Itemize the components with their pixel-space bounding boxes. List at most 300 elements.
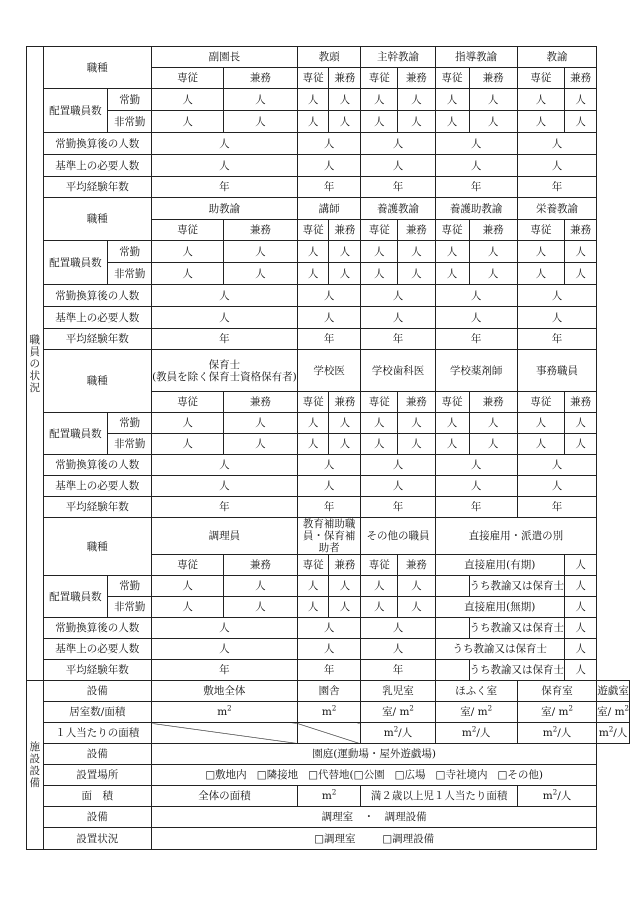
value-input[interactable]: 人 [297, 285, 361, 307]
senju-label: 専従 [152, 555, 224, 576]
value-input[interactable]: 年 [361, 497, 435, 518]
employment-row: 直接雇用(無期) [435, 597, 565, 618]
count-input[interactable]: 人 [152, 576, 224, 597]
value-input[interactable]: 人 [361, 285, 435, 307]
value-input[interactable]: 人 [297, 155, 361, 177]
unit-nin: 人 [565, 555, 597, 576]
count-input[interactable]: 人 [361, 576, 398, 597]
value-input[interactable]: 年 [152, 177, 298, 198]
count-input[interactable]: 人 [152, 434, 224, 455]
value-input[interactable]: 人 [152, 455, 298, 476]
value-input[interactable]: 年 [517, 497, 596, 518]
role-header [435, 198, 517, 220]
job-type-label: 職種 [43, 47, 152, 89]
value-input[interactable]: 人 [435, 476, 517, 497]
parttime-label: 非常勤 [108, 597, 152, 618]
per-person-label: １人当たりの面積 [43, 723, 152, 744]
unit-m2: m [598, 727, 609, 739]
kenmu-label: 兼務 [469, 68, 517, 89]
value-input[interactable]: 人 [435, 155, 517, 177]
role-name: 講師 [318, 202, 340, 215]
count-input[interactable]: 人 [152, 241, 224, 263]
job-type-label: 職種 [43, 518, 152, 576]
value-input[interactable]: 人 [517, 476, 596, 497]
per-person-unit: /人 [398, 727, 413, 739]
value-input[interactable]: 人 [361, 639, 435, 660]
required-label: 基準上の必要人数 [43, 639, 152, 660]
indent [435, 618, 469, 639]
per-person-input[interactable] [517, 723, 596, 744]
role-name: 養護助教諭 [449, 202, 503, 215]
value-input[interactable]: 年 [152, 497, 298, 518]
kitchen-label: 調理室 ・ 調理設備 [152, 807, 597, 828]
count-input[interactable]: 人 [224, 434, 298, 455]
count-input[interactable]: 人 [517, 434, 564, 455]
count-input[interactable]: 人 [152, 597, 224, 618]
role-name: 栄養教諭 [535, 202, 578, 215]
indent [435, 660, 469, 681]
count-input[interactable]: 人 [398, 241, 435, 263]
equipment-label: 設備 [43, 807, 152, 828]
unit-sup: 2 [487, 704, 493, 713]
count-input[interactable]: 人 [398, 263, 435, 285]
section-facility-label: 施 設 設 備 [27, 681, 44, 850]
area-input[interactable] [435, 702, 517, 723]
unit-m2: m [461, 727, 472, 739]
count-input[interactable]: 人 [329, 434, 361, 455]
value-input[interactable]: 人 [361, 618, 435, 639]
per-person-unit: /人 [557, 727, 572, 739]
equipment-label: 設備 [43, 681, 152, 702]
count-input[interactable]: 人 [224, 89, 298, 111]
area-input[interactable] [297, 702, 361, 723]
count-input[interactable]: 人 [435, 263, 469, 285]
role-header [435, 47, 517, 68]
value-input[interactable]: 人 [435, 285, 517, 307]
kenmu-label: 兼務 [565, 220, 597, 241]
unit-m2: m [321, 706, 332, 718]
count-input[interactable]: 人 [361, 413, 398, 434]
count-input[interactable]: 人 [517, 263, 564, 285]
count-input[interactable]: 人 [361, 597, 398, 618]
count-input[interactable]: 人 [565, 263, 597, 285]
count-input[interactable]: 人 [297, 111, 329, 133]
role-header [152, 350, 298, 392]
count-input[interactable]: 人 [565, 89, 597, 111]
value-input[interactable]: 年 [361, 329, 435, 350]
kenmu-label: 兼務 [329, 68, 361, 89]
value-input[interactable]: 年 [435, 177, 517, 198]
count-input[interactable]: 人 [469, 241, 517, 263]
count-input[interactable]: 人 [297, 597, 329, 618]
count-input[interactable]: 人 [469, 434, 517, 455]
count-input[interactable]: 人 [297, 434, 329, 455]
area-input[interactable] [517, 702, 596, 723]
per-person-unit: /人 [613, 727, 628, 739]
senju-label: 専従 [361, 392, 398, 413]
value-input[interactable]: 人 [297, 455, 361, 476]
location-option: □その他) [497, 769, 543, 781]
unit-sup: 2 [624, 704, 629, 713]
count-input[interactable]: 人 [361, 89, 398, 111]
diagonal-cell [152, 723, 298, 744]
count-input[interactable]: 人 [435, 111, 469, 133]
value-input[interactable]: 人 [152, 618, 298, 639]
location-option: □広場 [394, 769, 426, 781]
kenmu-label: 兼務 [224, 555, 298, 576]
employment-row: 直接雇用(有期) [435, 555, 565, 576]
count-input[interactable]: 人 [297, 241, 329, 263]
required-label: 基準上の必要人数 [43, 307, 152, 329]
experience-label: 平均経験年数 [43, 660, 152, 681]
count-input[interactable]: 人 [469, 89, 517, 111]
count-input[interactable]: 人 [224, 263, 298, 285]
area-input[interactable] [597, 702, 630, 723]
senju-label: 専従 [517, 68, 564, 89]
value-input[interactable]: 年 [517, 329, 596, 350]
location-option: □敷地内 [205, 769, 247, 781]
unit-m2: m [399, 706, 410, 718]
count-input[interactable]: 人 [329, 413, 361, 434]
count-input[interactable]: 人 [398, 111, 435, 133]
kenmu-label: 兼務 [329, 555, 361, 576]
unit-sup: 2 [568, 704, 573, 713]
count-input[interactable]: 人 [152, 263, 224, 285]
count-input[interactable]: 人 [517, 111, 564, 133]
kenmu-label: 兼務 [398, 68, 435, 89]
placement-label: 配置職員数 [43, 89, 108, 133]
per-person-unit: /人 [557, 790, 572, 802]
value-input[interactable]: 年 [435, 497, 517, 518]
role-header [297, 518, 361, 555]
role-name: 教諭 [546, 51, 568, 63]
count-input[interactable]: 人 [565, 413, 597, 434]
value-input[interactable]: 年 [361, 177, 435, 198]
count-input[interactable]: 人 [329, 263, 361, 285]
value-input[interactable]: 人 [297, 476, 361, 497]
value-input[interactable]: 人 [152, 639, 298, 660]
count-input[interactable]: 人 [224, 576, 298, 597]
unit-sup: 2 [331, 704, 337, 713]
value-input[interactable]: 人 [517, 285, 596, 307]
count-input[interactable]: 人 [398, 597, 435, 618]
value-input[interactable]: 年 [297, 177, 361, 198]
role-name: 養護教諭 [376, 202, 419, 215]
total-area-label: 全体の面積 [152, 786, 298, 807]
value-input[interactable]: 人 [517, 155, 596, 177]
count-input[interactable]: 人 [361, 241, 398, 263]
count-input[interactable]: 人 [329, 576, 361, 597]
role-name: 学校歯科医 [371, 364, 425, 377]
unit-nin: 人 [565, 597, 597, 618]
required-label: 基準上の必要人数 [43, 155, 152, 177]
unit-sup: 2 [608, 725, 614, 734]
facility-column: 遊戯室 [597, 681, 630, 702]
role-name: 事務職員 [535, 364, 578, 377]
count-input[interactable]: 人 [469, 263, 517, 285]
role-header [517, 198, 596, 220]
senju-label: 専従 [297, 555, 329, 576]
facility-column: 保育室 [517, 681, 596, 702]
value-input[interactable]: 年 [517, 177, 596, 198]
location-option: □寺社境内 [435, 769, 488, 781]
value-input[interactable]: 人 [297, 618, 361, 639]
employment-row: うち教諭又は保育士 [469, 660, 565, 681]
value-input[interactable]: 人 [297, 133, 361, 155]
garden-label: 園庭(運動場・屋外遊戯場) [152, 744, 597, 765]
count-input[interactable]: 人 [565, 241, 597, 263]
senju-label: 専従 [361, 555, 398, 576]
value-input[interactable]: 人 [152, 155, 298, 177]
employment-title: 直接雇用・派遣の別 [435, 518, 597, 555]
value-input[interactable]: 人 [517, 455, 596, 476]
value-input[interactable]: 人 [297, 639, 361, 660]
unit-m2: m [217, 706, 228, 718]
count-input[interactable]: 人 [329, 241, 361, 263]
senju-label: 専従 [297, 68, 329, 89]
kenmu-label: 兼務 [565, 68, 597, 89]
role-header [361, 350, 435, 392]
role-name: 副園長 [208, 51, 241, 63]
kenmu-label: 兼務 [398, 392, 435, 413]
value-input[interactable]: 人 [152, 285, 298, 307]
value-input[interactable]: 人 [152, 307, 298, 329]
unit-nin: 人 [565, 576, 597, 597]
job-type-label: 職種 [43, 350, 152, 413]
senju-label: 専従 [435, 68, 469, 89]
unit-m2: m [542, 790, 553, 802]
unit-m2: m [383, 727, 394, 739]
experience-label: 平均経験年数 [43, 497, 152, 518]
value-input[interactable]: 人 [297, 307, 361, 329]
count-input[interactable]: 人 [329, 597, 361, 618]
area-input[interactable] [361, 702, 435, 723]
room-unit: 室/ [597, 706, 612, 718]
unit-sup: 2 [409, 704, 414, 713]
value-input[interactable]: 人 [361, 455, 435, 476]
room-unit: 室/ [382, 706, 397, 718]
fulltime-label: 常勤 [108, 89, 152, 111]
rooms-area-label: 居室数/面積 [43, 702, 152, 723]
fulltime-label: 常勤 [108, 413, 152, 434]
location-option: □隣接地 [256, 769, 299, 781]
role-name: 主幹教諭 [376, 51, 419, 63]
count-input[interactable]: 人 [398, 576, 435, 597]
count-input[interactable]: 人 [398, 434, 435, 455]
value-input[interactable]: 人 [361, 476, 435, 497]
role-header [297, 198, 361, 220]
senju-label: 専従 [517, 220, 564, 241]
room-unit: 室/ [541, 706, 556, 718]
count-input[interactable]: 人 [517, 241, 564, 263]
kenmu-label: 兼務 [398, 555, 435, 576]
value-input[interactable]: 人 [435, 307, 517, 329]
role-name: 保育士 [208, 358, 241, 371]
value-input[interactable]: 人 [152, 133, 298, 155]
unit-m2: m [542, 727, 553, 739]
value-input[interactable]: 人 [517, 133, 596, 155]
role-header [517, 47, 596, 68]
senju-label: 専従 [152, 392, 224, 413]
unit-m2: m [558, 706, 569, 718]
role-header [297, 350, 361, 392]
kenmu-label: 兼務 [329, 220, 361, 241]
value-input[interactable]: 年 [152, 329, 298, 350]
value-input[interactable]: 人 [361, 155, 435, 177]
senju-label: 専従 [297, 392, 329, 413]
fte-label: 常勤換算後の人数 [43, 133, 152, 155]
count-input[interactable]: 人 [297, 413, 329, 434]
count-input[interactable]: 人 [224, 597, 298, 618]
value-input[interactable]: 年 [297, 660, 361, 681]
count-input[interactable]: 人 [152, 413, 224, 434]
role-name: その他の職員 [366, 530, 430, 542]
diagonal-cell [297, 723, 361, 744]
senju-label: 専従 [435, 392, 469, 413]
role-name: 教頭 [318, 51, 340, 63]
employment-row: うち教諭又は保育士 [469, 576, 565, 597]
kenmu-label: 兼務 [469, 392, 517, 413]
kitchen-option: □調理設備 [382, 832, 435, 845]
role-header [297, 47, 361, 68]
equipment-label: 設備 [43, 744, 152, 765]
unit-nin: 人 [565, 618, 597, 639]
count-input[interactable]: 人 [224, 241, 298, 263]
parttime-label: 非常勤 [108, 434, 152, 455]
count-input[interactable]: 人 [435, 434, 469, 455]
count-input[interactable]: 人 [361, 434, 398, 455]
kenmu-label: 兼務 [224, 68, 298, 89]
unit-m2: m [477, 706, 488, 718]
fulltime-label: 常勤 [108, 576, 152, 597]
senju-label: 専従 [361, 68, 398, 89]
per-person-input[interactable] [435, 723, 517, 744]
area-input[interactable] [152, 702, 298, 723]
value-input[interactable]: 人 [517, 307, 596, 329]
parttime-label: 非常勤 [108, 111, 152, 133]
fulltime-label: 常勤 [108, 241, 152, 263]
role-note: (教員を除く保育士資格保有者) [152, 370, 297, 383]
value-input[interactable]: 人 [435, 133, 517, 155]
count-input[interactable]: 人 [329, 89, 361, 111]
value-input[interactable]: 人 [361, 133, 435, 155]
unit-nin: 人 [565, 639, 597, 660]
count-input[interactable]: 人 [152, 111, 224, 133]
over2-label: 満２歳以上児１人当たり面積 [361, 786, 517, 807]
value-input[interactable]: 年 [297, 329, 361, 350]
value-input[interactable]: 年 [361, 660, 435, 681]
status-label: 設置状況 [43, 828, 152, 850]
experience-label: 平均経験年数 [43, 329, 152, 350]
senju-label: 専従 [152, 68, 224, 89]
indent [435, 576, 469, 597]
count-input[interactable]: 人 [517, 89, 564, 111]
placement-label: 配置職員数 [43, 241, 108, 285]
count-input[interactable]: 人 [297, 89, 329, 111]
count-input[interactable]: 人 [435, 241, 469, 263]
unit-nin: 人 [565, 660, 597, 681]
location-options[interactable] [152, 765, 597, 786]
value-input[interactable]: 人 [152, 476, 298, 497]
role-header [361, 198, 435, 220]
count-input[interactable]: 人 [435, 413, 469, 434]
count-input[interactable]: 人 [152, 89, 224, 111]
role-header [152, 47, 298, 68]
unit-sup: 2 [393, 725, 399, 734]
placement-label: 配置職員数 [43, 576, 108, 618]
over2-input[interactable] [517, 786, 596, 807]
role-header [152, 198, 298, 220]
count-input[interactable]: 人 [297, 263, 329, 285]
count-input[interactable]: 人 [517, 413, 564, 434]
count-input[interactable]: 人 [398, 89, 435, 111]
value-input[interactable]: 年 [297, 497, 361, 518]
role-name: 学校薬剤師 [449, 364, 503, 377]
value-input[interactable]: 年 [435, 329, 517, 350]
count-input[interactable]: 人 [361, 263, 398, 285]
facility-column: 園舎 [297, 681, 361, 702]
value-input[interactable]: 人 [435, 455, 517, 476]
experience-label: 平均経験年数 [43, 177, 152, 198]
fte-label: 常勤換算後の人数 [43, 455, 152, 476]
count-input[interactable]: 人 [398, 413, 435, 434]
unit-sup: 2 [552, 725, 558, 734]
facility-column: 乳児室 [361, 681, 435, 702]
kenmu-label: 兼務 [469, 220, 517, 241]
role-name: 教育補助職員・保育補助者 [302, 518, 356, 554]
per-person-input[interactable] [361, 723, 435, 744]
senju-label: 専従 [361, 220, 398, 241]
per-person-unit: /人 [476, 727, 491, 739]
unit-m2: m [321, 790, 332, 802]
per-person-input[interactable] [597, 723, 630, 744]
kenmu-label: 兼務 [329, 392, 361, 413]
value-input[interactable]: 人 [361, 307, 435, 329]
required-label: 基準上の必要人数 [43, 476, 152, 497]
role-header [152, 518, 298, 555]
senju-label: 専従 [297, 220, 329, 241]
count-input[interactable]: 人 [435, 89, 469, 111]
employment-row: うち教諭又は保育士 [469, 618, 565, 639]
unit-sup: 2 [552, 788, 558, 797]
role-header [361, 47, 435, 68]
count-input[interactable]: 人 [224, 413, 298, 434]
value-input[interactable]: 年 [152, 660, 298, 681]
count-input[interactable]: 人 [565, 434, 597, 455]
fte-label: 常勤換算後の人数 [43, 618, 152, 639]
unit-sup: 2 [331, 788, 337, 797]
count-input[interactable]: 人 [361, 111, 398, 133]
job-type-label: 職種 [43, 198, 152, 241]
kenmu-label: 兼務 [398, 220, 435, 241]
count-input[interactable]: 人 [565, 111, 597, 133]
count-input[interactable]: 人 [329, 111, 361, 133]
form-sheet [26, 46, 630, 850]
count-input[interactable]: 人 [224, 111, 298, 133]
employment-row: うち教諭又は保育士 [435, 639, 565, 660]
role-name: 学校医 [313, 364, 345, 377]
count-input[interactable]: 人 [469, 413, 517, 434]
senju-label: 専従 [435, 220, 469, 241]
kenmu-label: 兼務 [565, 392, 597, 413]
placement-label: 配置職員数 [43, 413, 108, 455]
kitchen-options[interactable] [152, 828, 597, 850]
total-area-input[interactable] [297, 786, 361, 807]
count-input[interactable]: 人 [297, 576, 329, 597]
role-name: 助教諭 [208, 202, 241, 215]
count-input[interactable]: 人 [469, 111, 517, 133]
room-unit: 室/ [460, 706, 475, 718]
